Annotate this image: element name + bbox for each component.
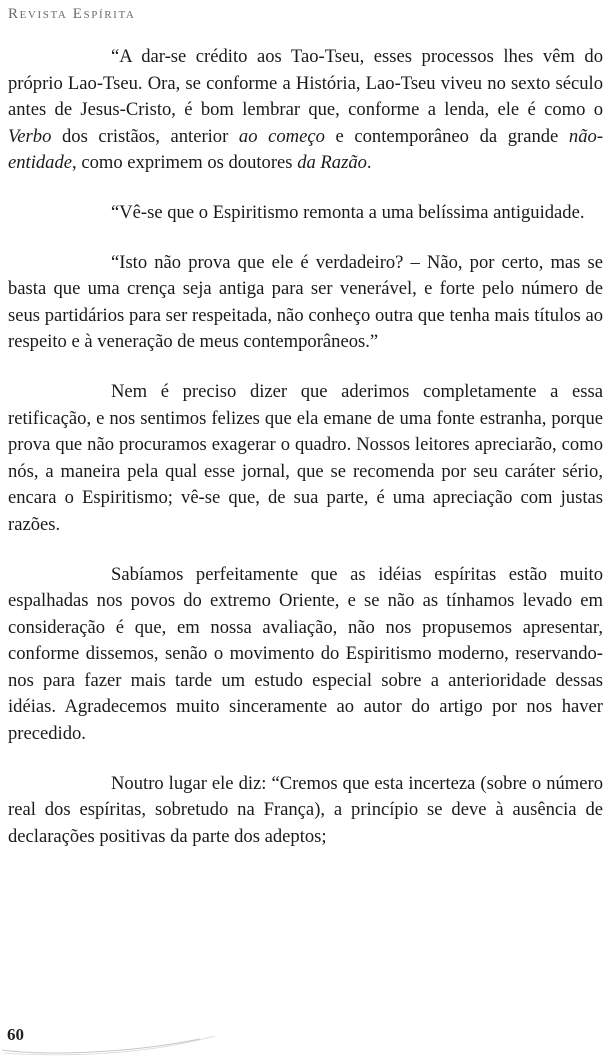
italic-text: ao começo <box>238 125 325 147</box>
text-run: , como exprimem os doutores <box>72 152 298 174</box>
body-text <box>8 44 603 850</box>
text-run: “Vê-se que o Espiritismo remonta a uma belíssima antiguidade. <box>111 201 585 223</box>
text-run: . <box>366 152 372 174</box>
italic-text: da Razão <box>297 152 367 174</box>
page-number: 60 <box>7 1025 24 1044</box>
text-run: dos cristãos, anterior <box>51 125 239 147</box>
footer-ornament-curve <box>0 1024 260 1057</box>
paragraph <box>8 562 603 748</box>
text-run: Noutro lugar ele diz: “Cremos que esta incerteza (sobre o número real dos espíritas, sobretudo na França), a princípio se deve à ausência de declarações positivas da parte dos adeptos; <box>8 772 603 847</box>
paragraph <box>8 44 603 177</box>
paragraph <box>8 771 603 851</box>
italic-text: não-entidade <box>8 125 604 174</box>
text-run: “A dar-se crédito aos Tao-Tseu, esses processos lhes vêm do próprio Lao-Tseu. Ora, se conforme a História, Lao-Tseu viveu no sexto século antes de Jesus-Cristo, é bom lembrar que, conforme a lenda, ele é como o <box>8 46 603 121</box>
paragraph <box>8 200 603 227</box>
text-run: Nem é preciso dizer que aderimos completamente a essa retificação, e nos sentimos felizes que ela emane de uma fonte estranha, porque prova que não procuramos exagerar o quadro. Nossos leitores apreciarão, como nós, a maneira pela qual esse jornal, que se recomenda por seu caráter sério, encara o Espiritismo; vê-se que, de sua parte, é uma apreciação com justas razões. <box>8 380 603 535</box>
paragraph <box>8 250 603 356</box>
text-run: e contemporâneo da grande <box>324 125 569 147</box>
running-header: Revista Espírita <box>8 6 136 22</box>
text-run: “Isto não prova que ele é verdadeiro? – Não, por certo, mas se basta que uma crença seja antiga para ser venerável, e forte pelo número de seus partidários para ser respeitada, não conheço outra que tenha mais títulos ao respeito e à veneração de meus contemporâneos.” <box>8 251 603 353</box>
italic-text: Verbo <box>8 125 52 147</box>
text-run: Sabíamos perfeitamente que as idéias espíritas estão muito espalhadas nos povos do extremo Oriente, e se não as tínhamos levado em consideração é que, em nossa avaliação, não nos propusemos apresentar, conforme dissemos, senão o movimento do Espiritismo moderno, reservando-nos para fazer mais tarde um estudo especial sobre a anterioridade dessas idéias. Agradecemos muito sinceramente ao autor do artigo por nos haver precedido. <box>8 563 603 745</box>
paragraph <box>8 379 603 539</box>
